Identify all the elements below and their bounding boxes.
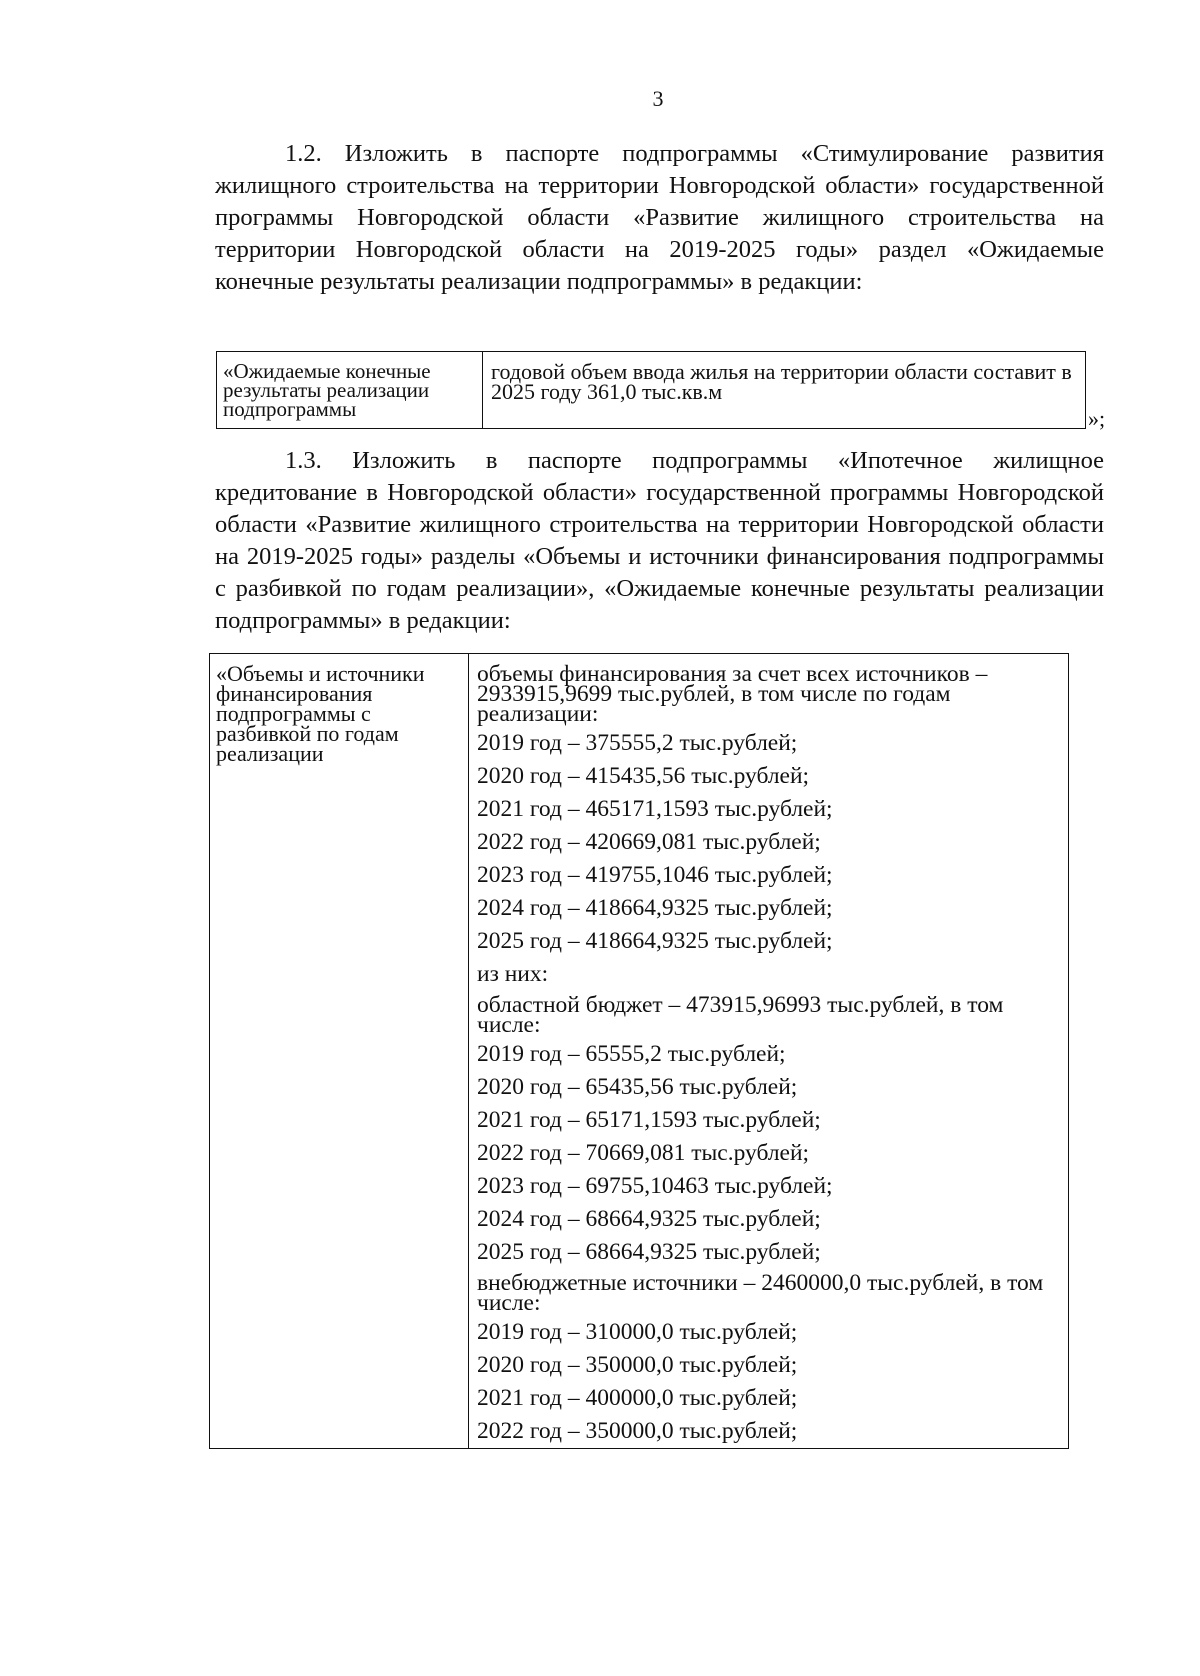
list-item: 2023 год – 69755,10463 тыс.рублей; bbox=[477, 1173, 833, 1199]
list-item: 2025 год – 68664,9325 тыс.рублей; bbox=[477, 1239, 821, 1265]
list-item: 2023 год – 419755,1046 тыс.рублей; bbox=[477, 862, 833, 888]
list-item: 2022 год – 420669,081 тыс.рублей; bbox=[477, 829, 821, 855]
list-item: 2019 год – 310000,0 тыс.рублей; bbox=[477, 1319, 798, 1345]
list-item: 2021 год – 65171,1593 тыс.рублей; bbox=[477, 1107, 821, 1133]
list-item: 2022 год – 350000,0 тыс.рублей; bbox=[477, 1418, 798, 1444]
list-item: 2020 год – 350000,0 тыс.рублей; bbox=[477, 1352, 798, 1378]
list-item: 2020 год – 415435,56 тыс.рублей; bbox=[477, 763, 810, 789]
list-item: объемы финансирования за счет всех источников – 2933915,9699 тыс.рублей, в том числе по годам реализации: bbox=[477, 661, 988, 727]
list-item: внебюджетные источники – 2460000,0 тыс.рублей, в том числе: bbox=[477, 1270, 1044, 1316]
list-item: 2020 год – 65435,56 тыс.рублей; bbox=[477, 1074, 798, 1100]
list-item: из них: bbox=[477, 961, 549, 987]
list-item: 2019 год – 65555,2 тыс.рублей; bbox=[477, 1041, 786, 1067]
section-1-3-paragraph: 1.3. Изложить в паспорте подпрограммы «Ипотечное жилищное кредитование в Новгородской области» государственной программы Новгородской области «Развитие жилищного строительства на территории Новгородской области на 2019-2025 годы» разделы «Объемы и источники финансирования подпрограммы с разбивкой по годам реализации», «Ожидаемые конечные результаты реализации подпрограммы» в редакции: bbox=[215, 447, 1104, 634]
list-item: 2025 год – 418664,9325 тыс.рублей; bbox=[477, 928, 833, 954]
financing-lines bbox=[469, 654, 1069, 1449]
list-item: 2021 год – 465171,1593 тыс.рублей; bbox=[477, 796, 833, 822]
table-row-label: «Ожидаемые конечные результаты реализации подпрограммы bbox=[217, 352, 483, 429]
page-number: 3 bbox=[652, 86, 664, 111]
list-item: 2024 год – 68664,9325 тыс.рублей; bbox=[477, 1206, 821, 1232]
list-item: 2021 год – 400000,0 тыс.рублей; bbox=[477, 1385, 798, 1411]
list-item: 2024 год – 418664,9325 тыс.рублей; bbox=[477, 895, 833, 921]
table-row-value: годовой объем ввода жилья на территории области составит в 2025 году 361,0 тыс.кв.м bbox=[483, 352, 1086, 429]
section-1-2-paragraph: 1.2. Изложить в паспорте подпрограммы «Стимулирование развития жилищного строительства на территории Новгородской области» государственной программы Новгородской области «Развитие жилищного строительства на территории Новгородской области на 2019-2025 годы» раздел «Ожидаемые конечные результаты реализации подпрограммы» в редакции: bbox=[215, 140, 1104, 295]
list-item: областной бюджет – 473915,96993 тыс.рублей, в том числе: bbox=[477, 992, 1004, 1038]
list-item: 2019 год – 375555,2 тыс.рублей; bbox=[477, 730, 798, 756]
expected-results-table bbox=[216, 351, 1086, 429]
table-row-label: «Объемы и источники финансирования подпрограммы с разбивкой по годам реализации bbox=[210, 654, 469, 1449]
closing-quote: »; bbox=[1088, 406, 1106, 431]
financing-table bbox=[209, 653, 1069, 1449]
list-item: 2022 год – 70669,081 тыс.рублей; bbox=[477, 1140, 810, 1166]
